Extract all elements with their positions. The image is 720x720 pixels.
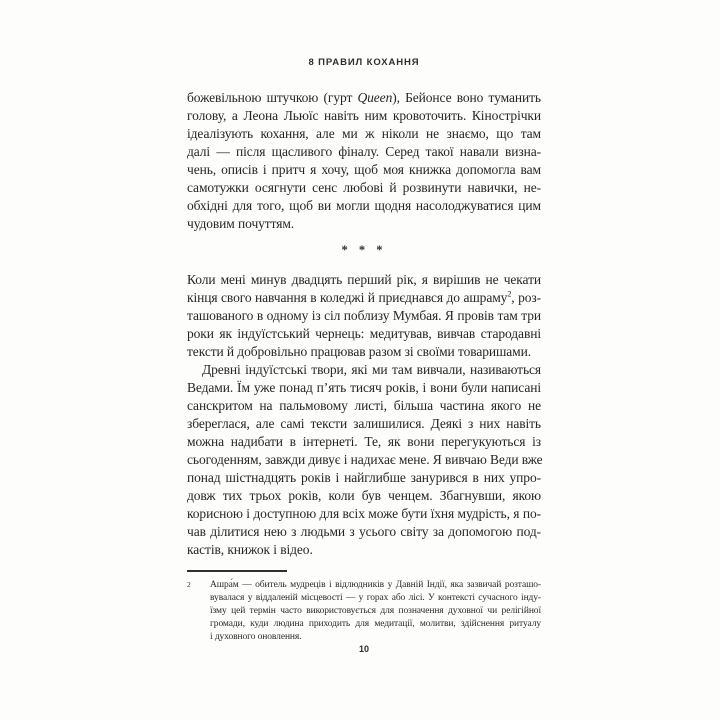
paragraph-continuation (187, 89, 541, 233)
text-line: корисною і доступною для всіх може бути їхня мудрість, я по- (187, 506, 541, 521)
section-break-ornament: * * * (341, 243, 387, 257)
text-line: громади, куди людина приходить для медитації, молитви, здійснення ритуалу (210, 619, 541, 629)
paragraph-vedas (187, 361, 541, 559)
text-line: обхідні для того, щоб ви могли щодня насолоджуватися цим (187, 198, 541, 213)
text-line: довж тих трьох років, коли був ченцем. Збагнувши, якою (187, 488, 541, 503)
footnote-divider (187, 570, 287, 572)
text-line: збереглася, але самі тексти залишилися. Деякі з них навіть (187, 416, 541, 431)
text-line: голову, а Леона Льюїс навіть ним кровоточить. Кінострічки (187, 108, 541, 123)
footnote-text (210, 579, 541, 644)
text-line: ташованого в одному із сіл поблизу Мумбая. Я провів там три (187, 308, 541, 323)
text-line: Ашра́м — обитель мудреців і відлюдників у Давній Індії, яка зазвичай розташо- (210, 580, 541, 590)
text-line: кінця свого навчання в коледжі й приєднався до ашраму$^2$, роз- (187, 289, 541, 305)
paragraph-ashram (187, 271, 541, 361)
text-line: санскритом на пальмовому листі, більша частина якого не (187, 398, 541, 413)
page-number: 10 (358, 644, 369, 654)
text-column (187, 0, 541, 644)
running-header: 8 ПРАВИЛ КОХАННЯ (308, 57, 420, 68)
text-line: можна надибати в інтернеті. Те, як вони перегукуються із (187, 434, 541, 449)
text-line: чудовим почуттям. (187, 216, 295, 231)
text-line: вувалася у віддаленій місцевості — у горах або лісі. У контексті сучасного інду- (210, 593, 541, 603)
text-line: тексти й добровільно працював разом зі своїми товаришами. (187, 344, 532, 359)
text-line: далі — після щасливого фіналу. Серед такої навали визна- (187, 144, 541, 159)
text-line: Ведами. Їм уже понад п’ять тисяч років, і вони були написані (187, 380, 541, 395)
text-line: божевільною штучкою (гурт Queen), Бейонсе воно туманить (187, 90, 541, 105)
text-line: Коли мені минув двадцять перший рік, я вирішив не чекати (187, 272, 541, 287)
text-line: ідеалізують кохання, але ми ж ніколи не знаємо, що там (187, 126, 541, 141)
text-line: кастів, книжок і відео. (187, 542, 313, 557)
text-line: понад шістнадцять років і найглибше занурився в них упро- (187, 470, 541, 485)
footnote-marker: 2 (187, 580, 191, 589)
text-line: самотужки осягнути сенс любові й розвинути навички, не- (187, 180, 541, 195)
text-line: їзму цей термін часто використовується для позначення духовної чи релігійної (210, 606, 541, 616)
text-line: чень, описів і притч я хочу, щоб моя книжка допомогла вам (187, 162, 541, 177)
text-line: сьогоденням, завжди дивує і надихає мене. Я вивчаю Веди вже (187, 452, 543, 467)
text-line: Древні індуїстські твори, які ми там вивчали, називаються (202, 362, 541, 377)
text-line: чав ділитися нею з людьми з усього світу за допомогою под- (187, 524, 541, 539)
text-line: роки як індуїстський чернець: медитував, вивчав стародавні (187, 326, 541, 341)
footnote (187, 579, 541, 644)
text-line: і духовного оновлення. (210, 632, 302, 642)
